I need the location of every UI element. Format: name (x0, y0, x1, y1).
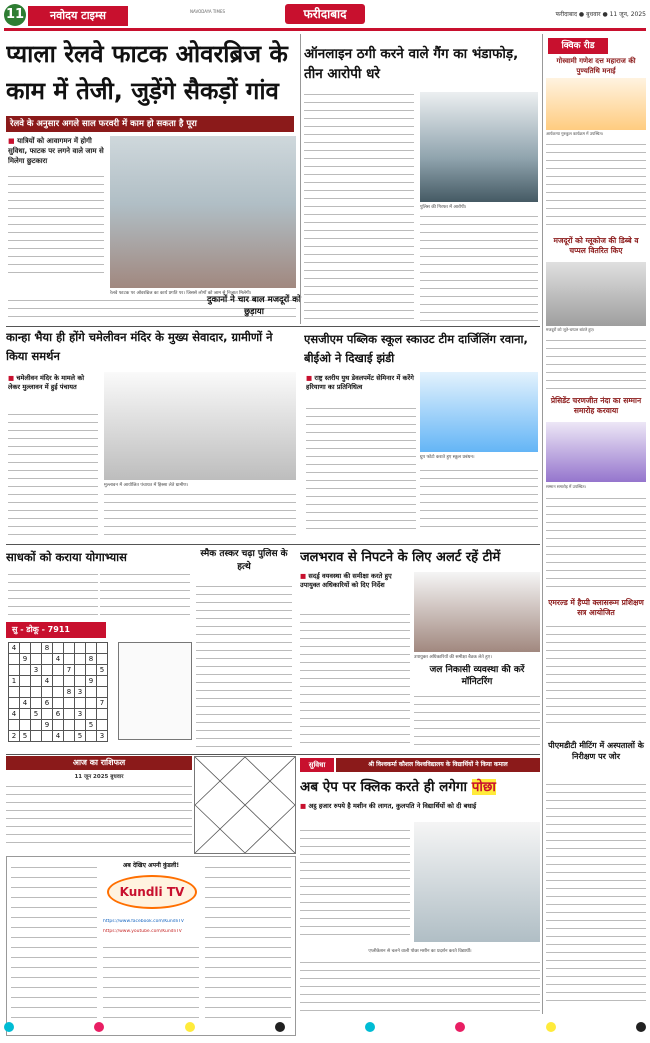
smack-text (196, 582, 292, 752)
section-rule (6, 754, 540, 755)
quick-read-caption: आर्यकन्या गुरुकुल कार्यक्रम में उपस्थित। (546, 131, 604, 136)
rashifal-chart (194, 756, 296, 854)
quick-read-item3-caption: सम्मान समारोह में उपस्थित। (546, 484, 587, 489)
youtube-link[interactable]: https://www.youtube.com/KundliTV (103, 929, 182, 934)
quick-read-item2-caption: मजदूरों को जूते-चप्पल बांटते हुए। (546, 327, 595, 332)
masthead-logo: नवोदय टाइम्स (28, 6, 128, 26)
quick-read-text4 (546, 622, 646, 732)
masthead-sub: NAVODAYA TIMES (190, 9, 226, 14)
kanha-photo-caption: मुल्लावन में आयोजित पंचायत में हिस्सा लेते ग्रामीण। (104, 483, 189, 488)
quick-read-text2 (546, 336, 646, 396)
header-rule (4, 28, 646, 31)
school-bullet: ■ राष्ट्र स्तरीय युथ डेवलपमेंट सेमिनार में करेंगे हरियाणा का प्रतिनिधित्व (306, 374, 414, 391)
sudoku-table: 4 8 9 4 8 3 7 5 1 4 9 8 3 4 6 7 4 5 6 3 9 5 2 5 4 5 3 (8, 642, 108, 742)
fraud-headline: ऑनलाइन ठगी करने वाले गैंग का भंडाफोड़, तीन आरोपी धरे (304, 46, 519, 82)
dateline: फरीदाबाद ● बुधवार ● 11 जून, 2025 (555, 11, 646, 18)
kundli-left-col (11, 861, 97, 1031)
quick-read-item2-headline: मजदूरों को ग्लूकोज की डिब्बे व चप्पल वितरित किए (553, 236, 639, 255)
flood-side-text (414, 692, 540, 752)
quick-read-headline: गोस्वामी गणेश दत्त महाराज की पुण्यतिथि मनाई (556, 57, 636, 75)
vishwakarma-bullet: ■ अट्ठ हजार रुपये है मशीन की लागत, कुलपति ने विद्यार्थियों को दी बधाई (300, 802, 477, 810)
flood-headline: जलभराव से निपटने के लिए अलर्ट रहें टीमें (300, 550, 501, 565)
yoga-text-2 (100, 570, 190, 620)
yoga-text (8, 570, 98, 620)
lead-photo (110, 136, 296, 288)
vishwakarma-photo (414, 822, 540, 942)
flood-side-headline: जल निकासी व्यवस्था की करें मॉनिटरिंग (429, 665, 525, 687)
vishwakarma-tag: सुविधा (300, 758, 334, 772)
flood-bullet: ■ सदर्ड्र वयवस्था की समीक्षा करते हुए उपायुक्त अधिकारियों को दिए निर्देश (300, 572, 392, 589)
kanha-text (8, 410, 98, 540)
kanha-headline: कान्हा भैया ही होंगे चमेलीवन मंदिर के मुख्य सेवादार, ग्रामीणों ने किया समर्थन (6, 330, 273, 363)
sudoku-answer-box (118, 642, 192, 740)
school-photo (420, 372, 538, 452)
rashifal-label: आज का राशिफल (6, 756, 192, 770)
flood-photo (414, 572, 540, 652)
sudoku-label: सु - डोकू - 7911 (6, 622, 106, 638)
quick-read-item2-photo (546, 262, 646, 326)
workers-headline: दुकानों ने चार बाल मजदूरों को छुड़ाया (207, 295, 301, 317)
flood-photo-caption: उपायुक्त अधिकारियों की समीक्षा बैठक लेते हुए। (414, 655, 492, 660)
quick-read-label: क्विक रीड (548, 38, 608, 54)
fraud-text-col1 (304, 90, 414, 326)
city-label: फरीदाबाद (285, 4, 365, 24)
kanha-photo (104, 372, 296, 480)
kundli-logo: Kundli TV (107, 875, 197, 909)
fraud-text-col2 (420, 212, 538, 326)
lead-band: रेलवे के अनुसार अगले साल फरवरी में काम हो सकता है पूरा (6, 116, 294, 132)
kundli-mid-col (103, 941, 199, 1031)
quick-read-text3 (546, 494, 646, 594)
quick-read-item4-headline: एमरल्ड में हैप्पी क्लासरूम प्रशिक्षण सत्र आयोजित (548, 598, 644, 617)
sudoku-grid (8, 642, 108, 742)
kundli-right-col (205, 861, 291, 1031)
lead-text-col1 (8, 172, 104, 280)
rashifal-text (6, 782, 192, 852)
kanha-text-2 (104, 490, 296, 540)
lead-bullet: ■ यात्रियों को आवागमन में होगी सुविधा, फाटक पर लगने वाले जाम से मिलेगा छुटकारा (8, 137, 104, 165)
school-headline: एसजीएम पब्लिक स्कूल स्काउट टीम दार्जिलिंग रवाना, बीईओ ने दिखाई झंडी (304, 332, 528, 365)
smack-headline: स्मैक तस्कर चढ़ा पुलिस के हत्थे (200, 549, 288, 572)
flood-text (300, 610, 410, 750)
vishwakarma-headline: अब ऐप पर क्लिक करते ही लगेगा पोछा (300, 779, 496, 795)
fraud-photo (420, 92, 538, 202)
kanha-bullet: ■ चमेलीवन मंदिर के मामले को लेकर मुल्लावन में हुई पंचायत (8, 374, 84, 391)
school-text (306, 404, 416, 540)
horoscope-chart-diagram (195, 757, 295, 853)
facebook-link[interactable]: https://www.facebook.com/KundliTV (103, 919, 184, 924)
quick-read-item3-headline: प्रेसिडेंट चरणजीत नंदा का सम्मान समारोह करवाया (550, 396, 642, 415)
yoga-headline: साधकों को कराया योगाभ्यास (6, 550, 127, 564)
vishwakarma-photo-caption: एप्लीकेशन से चलने वाली पोछा मशीन का प्रदर्शन करते विद्यार्थी। (368, 949, 472, 954)
quick-read-text5 (546, 780, 646, 1010)
kundli-ad (6, 856, 296, 1036)
quick-read-item3-photo (546, 422, 646, 482)
fraud-photo-caption: पुलिस की गिरफ्त में आरोपी। (420, 205, 467, 210)
section-rule (6, 544, 540, 545)
lead-photo-caption: रेलवे फाटक पर ओवरब्रिज का कार्य प्रगति पर। जिससे लोगों को जाम से निजात मिलेगी। (110, 291, 252, 296)
vishwakarma-text-2 (300, 958, 540, 1018)
page-number: 11 (4, 4, 26, 26)
school-photo-caption: ग्रुप फोटो कराते हुए स्कूल प्रबंधन। (420, 455, 475, 460)
quick-read-text1 (546, 140, 646, 232)
school-text-2 (420, 466, 538, 540)
quick-read-photo (546, 78, 646, 130)
quick-read-item5-headline: पीएमडीटी मीटिंग में अस्पतालों के निरीक्षण पर जोर (548, 741, 644, 761)
registration-mark (4, 1022, 646, 1034)
vishwakarma-text (300, 826, 410, 946)
rashifal-date: 11 जून 2025 बुधवार (74, 774, 124, 780)
kundli-ad-tagline: अब देखिए अपनी कुंडली! (122, 862, 180, 869)
section-rule (6, 326, 540, 327)
vishwakarma-kicker: श्री विश्वकर्मा कौशल विश्वविद्यालय के विद्यार्थियों ने किया कमाल (336, 758, 540, 772)
lead-headline: प्याला रेलवे फाटक ओवरब्रिज के काम में तेजी, जुड़ेंगे सैकड़ों गांव (6, 40, 288, 105)
headline-highlight: पोछा (471, 779, 496, 795)
